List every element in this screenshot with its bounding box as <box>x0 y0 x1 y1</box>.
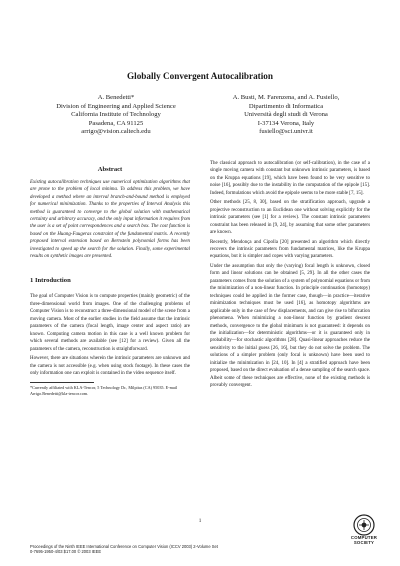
author-division: Division of Engineering and Applied Science <box>56 102 176 110</box>
right-paragraph-2: Other methods [25, 8, 30], based on the stratification approach, upgrade a projective reconstruction to an Euclidean one without solving explicitly for the intrinsic parameters (see [1] for a review). The constant intrinsic parameters constraint has been released in [9, 24], by assuming that some other parameters are known. <box>210 200 370 236</box>
right-paragraph-3: Recently, Mendonça and Cipolla [20] presented an algorithm which directly recovers the intrinsic parameters from fundamental matrices, like the Kruppa equations, but it is simpler and copes with varying parameters. <box>210 239 370 260</box>
proceedings-footer <box>30 544 330 555</box>
computer-society-emblem-icon <box>353 514 375 536</box>
computer-society-logo <box>342 514 386 556</box>
abstract-text: Existing autocalibration techniques use numerical optimization algorithms that are prone to the problem of local minima. To address this problem, we have developed a method where an interval branch-and-bound method is employed for numerical minimization. Thanks to the properties of Interval Analysis this method is guaranteed to converge to the global solution with mathematical certainty and arbitrary accuracy, and the only input information it requires from the user is a set of point correspondences and a search box. The cost function is based on the Huang-Faugeras constraint of the fundamental matrix. A recently proposed interval extension based on Bernstein polynomial forms has been investigated to speed up the search for the solution. Finally, some experimental results on synthetic images are presented. <box>30 180 190 260</box>
footnote-rule <box>30 382 94 383</box>
introduction-heading: 1 Introduction <box>30 277 71 285</box>
logo-text-computer: COMPUTER <box>350 535 378 540</box>
author-department: Dipartimento di Informatica <box>248 102 324 110</box>
page-number: 1 <box>198 518 202 524</box>
paper-title: Globally Convergent Autocalibration <box>127 71 273 81</box>
author-email: fusiello@sci.univr.it <box>259 128 313 136</box>
logo-text-society: SOCIETY <box>353 539 375 545</box>
author-block-left <box>26 94 206 137</box>
left-column <box>30 160 190 397</box>
footer-isbn: 0-7695-1950-4/03 $17.00 © 2003 IEEE <box>30 549 102 555</box>
author-email: arrigo@vision.caltech.edu <box>81 128 151 136</box>
author-names: A. Busti, M. Farenzena, and A. Fusiello, <box>232 94 340 101</box>
author-block-right <box>196 94 376 137</box>
author-institution: Università degli studi di Verona <box>244 111 328 119</box>
abstract-heading: Abstract <box>97 166 123 173</box>
right-paragraph-4: Under the assumption that only the (varying) focal length is unknown, closed form and linear solutions can be obtained [5, 29]. In all the other cases the parameters comes from the solution of a system of polynomial equations or from the minimization of a non-linear function. In principle continuation (homotopy) techniques could be applied in the former case, though—in practice—iterative minimization techniques must be used [16], as homotopy algorithms are applicable only in the case of few displacements, and can give rise to bifurcation phenomena. When minimizing a non-linear function by gradient descent methods, convergence to the global minimum is not guaranteed: it depends on the initialization—for deterministic algorithms—or it is guaranteed only in probability—for stochastic algorithms [28]. Quasi-linear approaches reduce the sensitivity to the initial guess [26, 16], but they do not solve the problem. The solutions of a simpler problem (only focal is unknown) have been used to initialize the minimization in [24, 10]. In [4] a stratified approach have been proposed, based on the direct evaluation of a dense sampling of the search space. Albeit some of these techniques are effective, none of the existing methods is provably convergent. <box>210 263 371 389</box>
right-paragraph-1: The classical approach to autocalibration (or self-calibration), in the case of a single moving camera with constant but unknown intrinsic parameters, is based on the Kruppa equations [19], which have been found to be very sensitive to noise [16], possibly due to the instability in the computation of the epipole [15]. Indeed, formulations which avoid the epipole seems to be more stable [7, 15]. <box>210 161 370 196</box>
intro-paragraph-2: However, there are situations wherein the intrinsic parameters are unknown and the camera is not accessible (e.g. when using stock footage). In these cases the only information one can exploit is contained in the video sequence itself. <box>30 356 190 376</box>
footnote: *Currently affiliated with KLA-Tencor, 5 Technology Dr., Milpitas (CA) 95035. E-mail Arrigo.Benedetti@kla-tencor.com. <box>30 385 178 397</box>
author-city: I-37134 Verona, Italy <box>257 119 315 127</box>
author-institution: California Institute of Technology <box>71 111 161 119</box>
intro-paragraph-1: The goal of Computer Vision is to compute properties (mainly geometric) of the three-dimensional world from images. One of the challenging problems of Computer Vision is to reconstruct a three-dimensional model of the scene from a moving camera. Most of the earlier studies in the field assume that the intrinsic parameters of the camera (focal length, image center and aspect ratio) are known. Computing camera motion in this case is a well known problem for which several methods are available (see [12] for a review). Given all the parameters of the camera, reconstruction is straightforward. <box>30 294 190 352</box>
footer-proceedings: Proceedings of the Ninth IEEE International Conference on Computer Vision (ICCV 2003) 2-Volume Set <box>30 544 218 549</box>
author-name: A. Benedetti* <box>97 94 135 101</box>
right-column <box>210 160 370 392</box>
author-city: Pasadena, CA 91125 <box>88 119 144 127</box>
